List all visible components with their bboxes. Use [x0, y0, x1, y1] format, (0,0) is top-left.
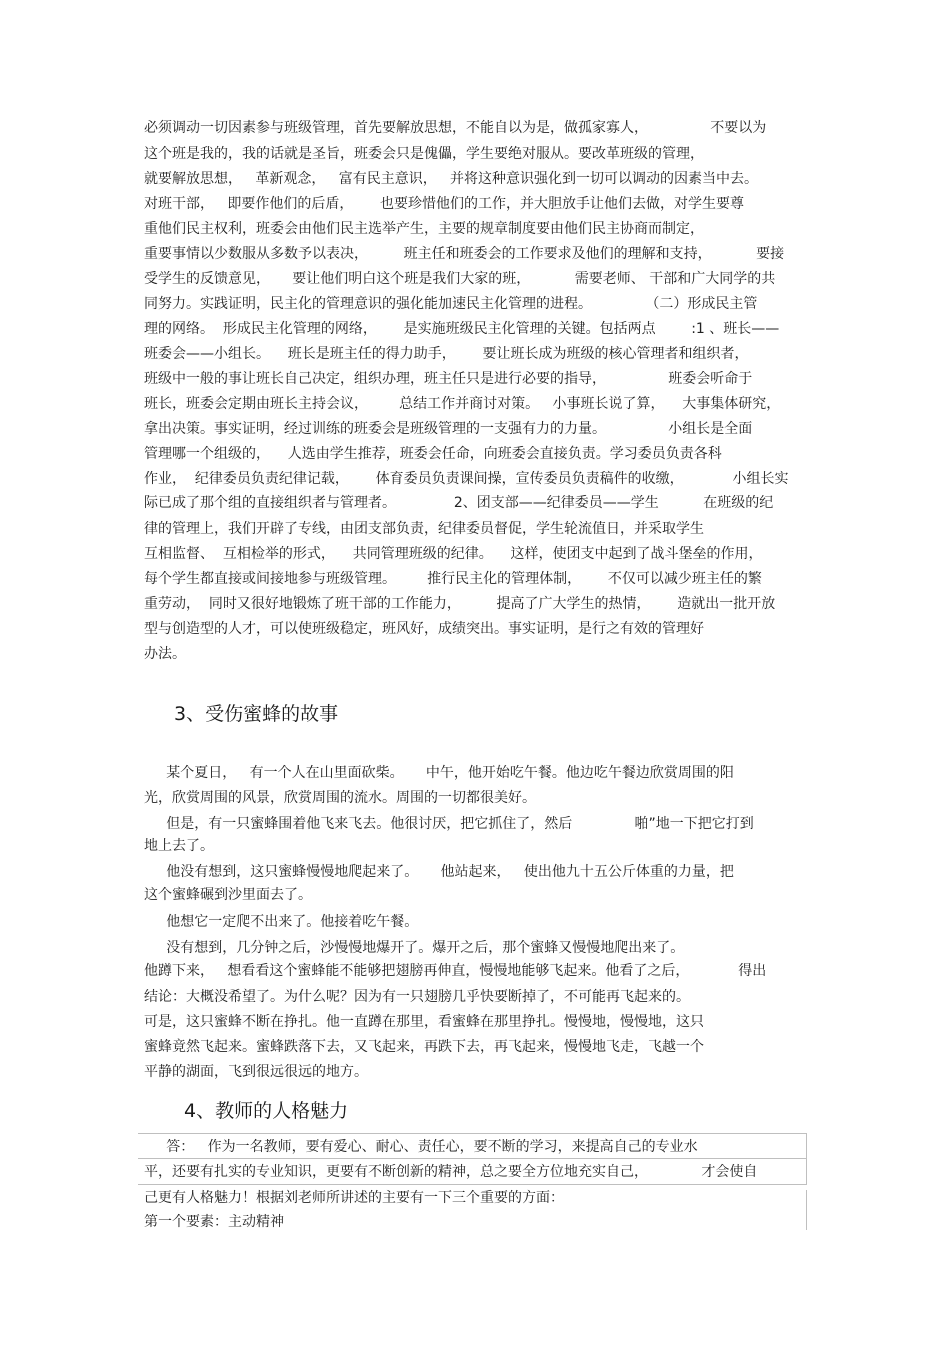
- text-line: 理的网络。 形成民主化管理的网络， 是实施班级民主化管理的关键。包括两点 :1 、班长——: [144, 321, 780, 337]
- text-line: 重他们民主权利，班委会由他们民主选举产生，主要的规章制度要由他们民主协商而制定，: [144, 221, 704, 237]
- text-line: 但是，有一只蜜蜂围着他飞来飞去。他很讨厌，把它抓住了，然后 啪”地一下把它打到: [144, 816, 754, 832]
- section-heading-bee-story: 3、受伤蜜蜂的故事: [174, 703, 339, 725]
- text-line: 管理哪一个组级的， 人选由学生推荐，班委会任命，向班委会直接负责。学习委员负责各科: [144, 446, 722, 462]
- text-line: 这个班是我的，我的话就是圣旨，班委会只是傀儡，学生要绝对服从。要改革班级的管理，: [144, 146, 704, 162]
- text-line: 就要解放思想， 革新观念， 富有民主意识， 并将这种意识强化到一切可以调动的因素当中去。: [144, 171, 759, 187]
- text-line: 班委会——小组长。 班长是班主任的得力助手， 要让班长成为班级的核心管理者和组织者，: [144, 346, 749, 362]
- text-line: 光，欣赏周围的风景，欣赏周围的流水。周围的一切都很美好。: [144, 790, 536, 806]
- text-line: 第一个要素：主动精神: [144, 1214, 284, 1230]
- text-line: 答： 作为一名教师，要有爱心、耐心、责任心，要不断的学习，来提高自己的专业水: [144, 1139, 698, 1155]
- text-line: 拿出决策。事实证明，经过训练的班委会是班级管理的一支强有力的力量。 小组长是全面: [144, 421, 753, 437]
- text-line: 办法。: [144, 646, 186, 662]
- text-line: 结论：大概没希望了。为什么呢？因为有一只翅膀几乎快要断掉了，不可能再飞起来的。: [144, 989, 690, 1005]
- text-line: 班长，班委会定期由班长主持会议， 总结工作并商讨对策。 小事班长说了算， 大事集体研究，: [144, 396, 781, 412]
- text-line: 重要事情以少数服从多数予以表决， 班主任和班委会的工作要求及他们的理解和支持， 要接: [144, 246, 785, 262]
- text-line: 己更有人格魅力！根据刘老师所讲述的主要有一下三个重要的方面：: [144, 1190, 564, 1206]
- text-line: 互相监督、 互相检举的形式， 共同管理班级的纪律。 这样，使团支中起到了战斗堡垒的作用，: [144, 546, 763, 562]
- text-line: 作业， 纪律委员负责纪律记载， 体育委员负责课间操，宣传委员负责稿件的收缴， 小组长实: [144, 471, 789, 487]
- text-line: 每个学生都直接或间接地参与班级管理。 推行民主化的管理体制， 不仅可以减少班主任的繁: [144, 571, 762, 587]
- text-line: 没有想到，几分钟之后，沙慢慢地爆开了。爆开之后，那个蜜蜂又慢慢地爬出来了。: [144, 940, 685, 956]
- box-divider: [138, 1184, 806, 1185]
- text-line: 必须调动一切因素参与班级管理，首先要解放思想，不能自以为是，做孤家寡人， 不要以为: [144, 120, 767, 136]
- text-line: 型与创造型的人才，可以使班级稳定，班风好，成绩突出。事实证明，是行之有效的管理好: [144, 621, 704, 637]
- text-line: 平静的湖面，飞到很远很远的地方。: [144, 1064, 368, 1080]
- text-line: 他想它一定爬不出来了。他接着吃午餐。: [144, 914, 419, 930]
- text-line: 某个夏日， 有一个人在山里面砍柴。 中午，他开始吃午餐。他边吃午餐边欣赏周围的阳: [144, 765, 734, 781]
- text-line: 对班干部， 即要作他们的后盾， 也要珍惜他们的工作，并大胆放手让他们去做，对学生要尊: [144, 196, 745, 212]
- text-line: 地上去了。: [144, 838, 214, 854]
- text-line: 律的管理上，我们开辟了专线，由团支部负责，纪律委员督促，学生轮流值日，并采取学生: [144, 521, 704, 537]
- text-line: 班级中一般的事让班长自己决定，组织办理，班主任只是进行必要的指导， 班委会听命于: [144, 371, 753, 387]
- box-divider: [138, 1158, 806, 1159]
- text-line: 他没有想到，这只蜜蜂慢慢地爬起来了。 他站起来， 使出他九十五公斤体重的力量，把: [144, 864, 734, 880]
- box-border-right: [806, 1190, 807, 1230]
- text-line: 平，还要有扎实的专业知识，更要有不断创新的精神，总之要全方位地充实自己， 才会使自: [144, 1164, 758, 1180]
- section-heading-teacher-charisma: 4、教师的人格魅力: [184, 1100, 349, 1122]
- box-border-right: [806, 1133, 807, 1185]
- text-line: 可是，这只蜜蜂不断在挣扎。他一直蹲在那里，看蜜蜂在那里挣扎。慢慢地，慢慢地，这只: [144, 1014, 704, 1030]
- box-border-top: [138, 1133, 806, 1134]
- text-line: 重劳动， 同时又很好地锻炼了班干部的工作能力， 提高了广大学生的热情， 造就出一批开放: [144, 596, 776, 612]
- text-line: 际已成了那个组的直接组织者与管理者。 2、团支部——纪律委员——学生 在班级的纪: [144, 495, 774, 511]
- text-line: 蜜蜂竟然飞起来。蜜蜂跌落下去，又飞起来，再跌下去，再飞起来，慢慢地飞走，飞越一个: [144, 1039, 704, 1055]
- text-line: 这个蜜蜂碾到沙里面去了。: [144, 887, 312, 903]
- text-line: 同努力。实践证明，民主化的管理意识的强化能加速民主化管理的进程。 （二）形成民主管: [144, 296, 758, 312]
- text-line: 他蹲下来， 想看看这个蜜蜂能不能够把翅膀再伸直，慢慢地能够飞起来。他看了之后， 得出: [144, 963, 767, 979]
- text-line: 受学生的反馈意见， 要让他们明白这个班是我们大家的班， 需要老师、 干部和广大同学的共: [144, 271, 776, 287]
